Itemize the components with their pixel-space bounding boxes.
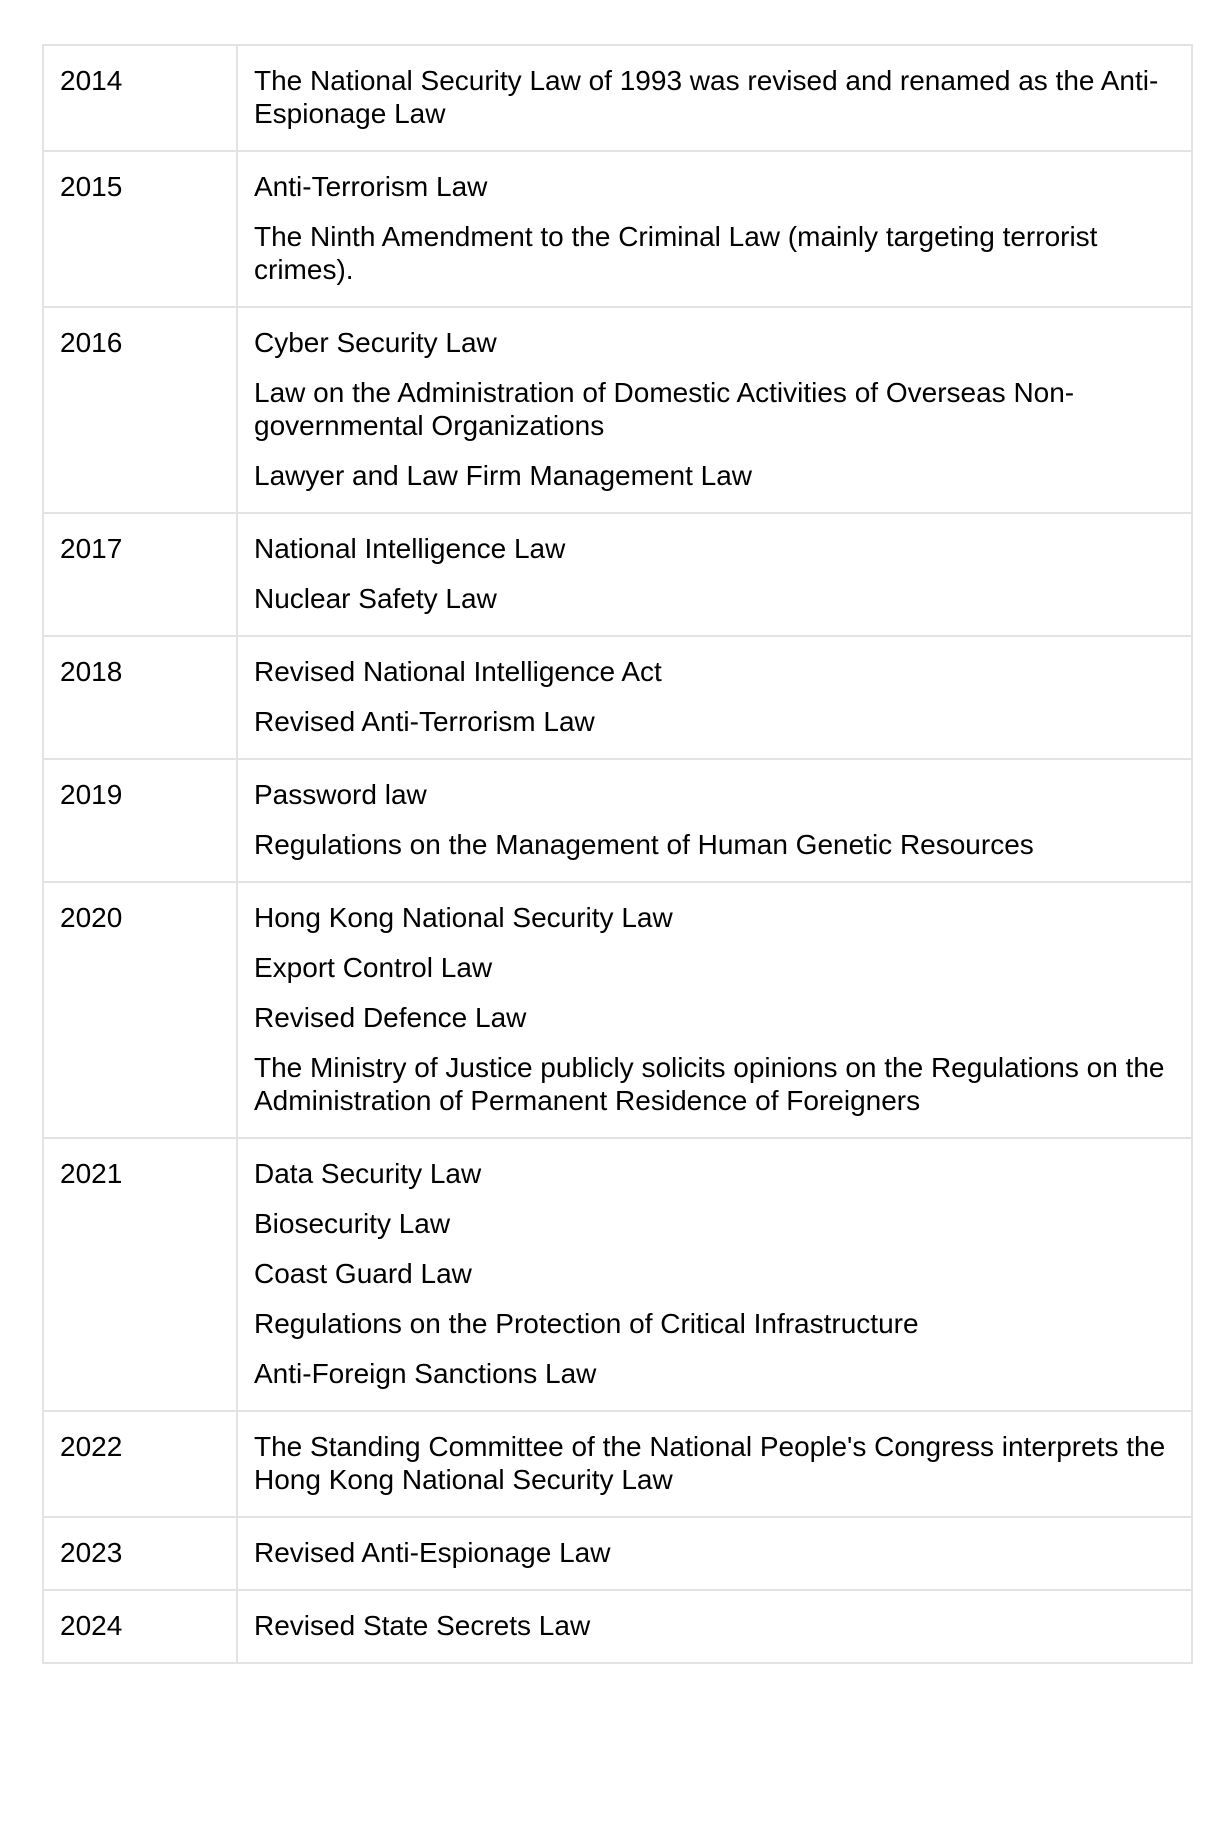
timeline-row	[43, 1517, 1192, 1590]
law-entry: Regulations on the Management of Human Genetic Resources	[254, 829, 1034, 860]
law-entry: Biosecurity Law	[254, 1208, 451, 1239]
law-entry: Cyber Security Law	[254, 327, 497, 358]
year-cell: 2017	[43, 513, 237, 636]
timeline-row	[43, 1590, 1192, 1663]
law-entry: Coast Guard Law	[254, 1258, 472, 1289]
events-cell	[237, 1411, 1192, 1517]
law-entry: Password law	[254, 779, 427, 810]
events-cell	[237, 151, 1192, 307]
events-cell	[237, 45, 1192, 151]
law-entry: Data Security Law	[254, 1158, 482, 1189]
law-entry: The Ministry of Justice publicly solicits opinions on the Regulations on the Administration of Permanent Residence of Foreigners	[254, 1052, 1165, 1116]
year-cell: 2022	[43, 1411, 237, 1517]
year-cell: 2014	[43, 45, 237, 151]
timeline-body	[43, 45, 1192, 1663]
timeline-row	[43, 759, 1192, 882]
year-cell: 2016	[43, 307, 237, 513]
events-cell	[237, 1590, 1192, 1663]
timeline-row	[43, 1411, 1192, 1517]
law-entry: Revised Anti-Terrorism Law	[254, 706, 595, 737]
year-cell: 2024	[43, 1590, 237, 1663]
timeline-row	[43, 1138, 1192, 1411]
year-cell: 2021	[43, 1138, 237, 1411]
law-entry: Revised Defence Law	[254, 1002, 527, 1033]
year-cell: 2015	[43, 151, 237, 307]
timeline-row	[43, 882, 1192, 1138]
events-cell	[237, 759, 1192, 882]
law-entry: Nuclear Safety Law	[254, 583, 497, 614]
law-entry: Regulations on the Protection of Critical Infrastructure	[254, 1308, 919, 1339]
timeline-row	[43, 151, 1192, 307]
law-entry: Law on the Administration of Domestic Activities of Overseas Non-governmental Organizations	[254, 377, 1075, 441]
law-entry: Revised National Intelligence Act	[254, 656, 662, 687]
events-cell	[237, 636, 1192, 759]
timeline-row	[43, 513, 1192, 636]
year-cell: 2020	[43, 882, 237, 1138]
events-cell	[237, 1517, 1192, 1590]
law-entry: Revised State Secrets Law	[254, 1610, 591, 1641]
law-entry: Hong Kong National Security Law	[254, 902, 673, 933]
law-entry: Anti-Foreign Sanctions Law	[254, 1358, 597, 1389]
law-entry: The Ninth Amendment to the Criminal Law (mainly targeting terrorist crimes).	[254, 221, 1098, 285]
timeline-row	[43, 636, 1192, 759]
events-cell	[237, 307, 1192, 513]
events-cell	[237, 513, 1192, 636]
law-entry: Export Control Law	[254, 952, 493, 983]
year-cell: 2019	[43, 759, 237, 882]
events-cell	[237, 882, 1192, 1138]
events-cell	[237, 1138, 1192, 1411]
legislation-timeline-table	[42, 44, 1193, 1664]
law-entry: The Standing Committee of the National People's Congress interprets the Hong Kong National Security Law	[254, 1431, 1166, 1495]
law-entry: Anti-Terrorism Law	[254, 171, 488, 202]
law-entry: Revised Anti-Espionage Law	[254, 1537, 611, 1568]
law-entry: Lawyer and Law Firm Management Law	[254, 460, 753, 491]
timeline-row	[43, 45, 1192, 151]
law-entry: The National Security Law of 1993 was revised and renamed as the Anti-Espionage Law	[254, 65, 1159, 129]
timeline-row	[43, 307, 1192, 513]
law-entry: National Intelligence Law	[254, 533, 566, 564]
year-cell: 2023	[43, 1517, 237, 1590]
year-cell: 2018	[43, 636, 237, 759]
